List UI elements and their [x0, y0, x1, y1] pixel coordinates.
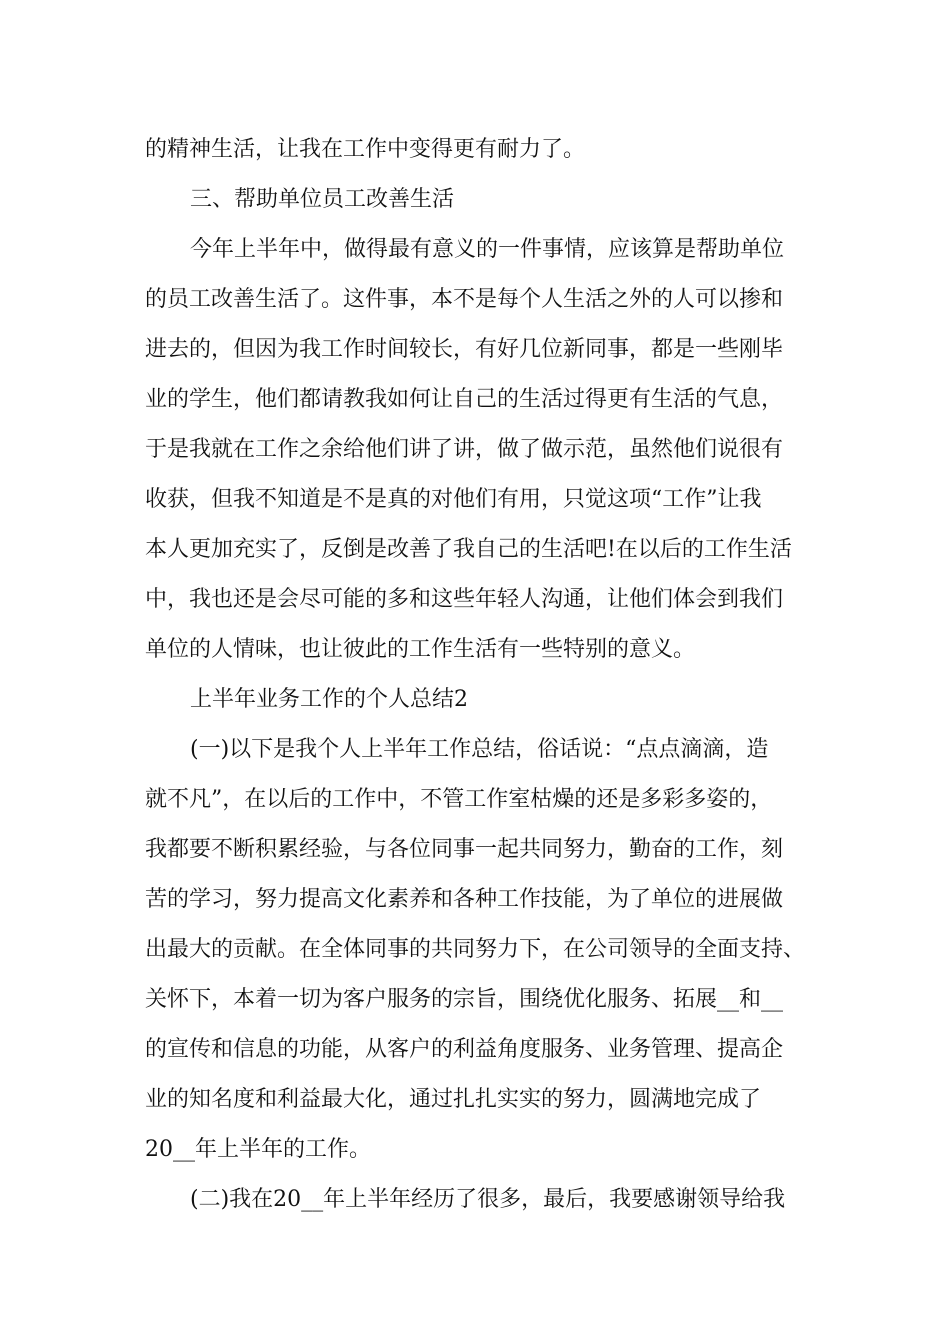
section-heading: 上半年业务工作的个人总结2	[190, 687, 468, 712]
body-text-line: 收获，但我不知道是不是真的对他们有用，只觉这项“工作”让我	[145, 487, 762, 512]
body-text-line: 业的知名度和利益最大化，通过扎扎实实的努力，圆满地完成了	[145, 1087, 762, 1112]
body-text-line: 进去的，但因为我工作时间较长，有好几位新同事，都是一些刚毕	[145, 337, 784, 362]
body-text-line: 单位的人情味，也让彼此的工作生活有一些特别的意义。	[145, 637, 696, 662]
body-text-line: 中，我也还是会尽可能的多和这些年轻人沟通，让他们体会到我们	[145, 587, 784, 612]
body-text-line: 的宣传和信息的功能，从客户的利益角度服务、业务管理、提高企	[145, 1037, 784, 1062]
section-heading: 三、帮助单位员工改善生活	[190, 187, 455, 212]
body-text-line: 业的学生，他们都请教我如何让自己的生活过得更有生活的气息，	[145, 387, 784, 412]
body-text-line: 的员工改善生活了。这件事，本不是每个人生活之外的人可以掺和	[145, 287, 784, 312]
body-text-line: 我都要不断积累经验，与各位同事一起共同努力，勤奋的工作，刻	[145, 837, 784, 862]
body-text-line: 苦的学习，努力提高文化素养和各种工作技能，为了单位的进展做	[145, 887, 784, 912]
body-text-line: (二)我在20__年上半年经历了很多，最后，我要感谢领导给我	[190, 1187, 786, 1212]
body-text-line: 本人更加充实了，反倒是改善了我自己的生活吧!在以后的工作生活	[145, 537, 792, 562]
body-text-line: 今年上半年中，做得最有意义的一件事情，应该算是帮助单位	[190, 237, 785, 262]
body-text-line: (一)以下是我个人上半年工作总结，俗话说：“点点滴滴，造	[190, 737, 769, 762]
body-text-line: 于是我就在工作之余给他们讲了讲，做了做示范，虽然他们说很有	[145, 437, 784, 462]
body-text-line: 关怀下，本着一切为客户服务的宗旨，围绕优化服务、拓展__和__	[145, 987, 784, 1012]
body-text-line: 出最大的贡献。在全体同事的共同努力下，在公司领导的全面支持、	[145, 937, 806, 962]
body-text-line: 就不凡”，在以后的工作中，不管工作室枯燥的还是多彩多姿的，	[145, 787, 773, 812]
body-text-line: 20__年上半年的工作。	[145, 1137, 371, 1162]
body-text-line: 的精神生活，让我在工作中变得更有耐力了。	[145, 137, 586, 162]
